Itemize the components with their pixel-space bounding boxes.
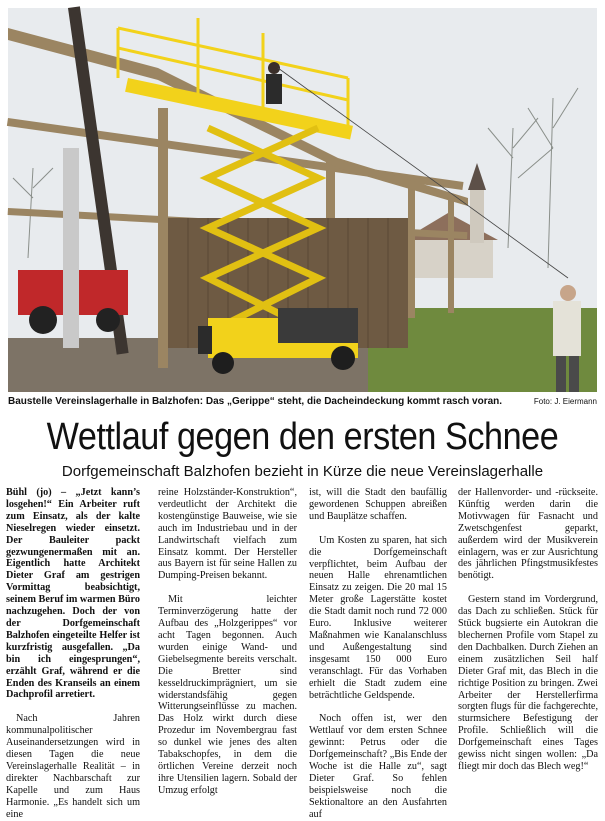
column-4 [458, 487, 598, 771]
headline: Wettlauf gegen den ersten Schnee [46, 416, 559, 458]
paragraph: ist, will die Stadt den baufällig gewordenen Schuppen abreißen und Bauplätze schaffen. [309, 487, 447, 522]
paragraph: Mit leichter Terminverzögerung hatte der Aufbau des „Holzgerippes“ vor acht Tagen begonnen. Auch wurden einige Wand- und Giebelsegmente bereits verschalt. Die Bretter sind kesseldruckimprägniert, um sie widerstandsfähig gegen Witterungseinflüsse zu machen. Das Holz wirkt durch diese Prozedur im Novembergrau fast so dunkel wie jenes des alten Tabakschopfes, in dem die örtlichen Vereine derzeit noch ihre Utensilien lagern. Sobald der Umzug erfolgt [158, 594, 297, 796]
paragraph: Nach Jahren kommunalpolitischer Auseinandersetzungen wird in diesen Tagen die neue Vereinslagerhalle Realität – in direkter Nachbarschaft zur Kapelle und zum Haus Harmonie. „Es handelt sich um eine [6, 713, 140, 820]
column-1 [6, 487, 140, 820]
paragraph: der Hallenvorder- und -rückseite. Künftig werden darin die Motivwagen für Fasnacht und Zwetschgenfest geparkt, außerdem wird der Musikverein einlagern, was er zur Ausrichtung des jährlichen Pfingstmusikfestes benötigt. [458, 487, 598, 582]
construction-photo [8, 8, 597, 392]
paragraph: Noch offen ist, wer den Wettlauf vor dem ersten Schnee gewinnt: Petrus oder die Dorfgemeinschaft? „Bis Ende der Woche ist die Halle zu“, sagt Dieter Graf. So fehlen beispielsweise noch die Sektionaltore an den Ausfahrten auf [309, 713, 447, 820]
paragraph: Um Kosten zu sparen, hat sich die Dorfgemeinschaft verpflichtet, beim Aufbau der neuen Halle ehrenamtlichen Einsatz zu zeigen. Die 20 mal 15 Meter große Lagerstätte kostet die Stadt damit noch rund 72 000 Euro. Inklusive weiterer Maßnahmen wie Kanalanschluss und Außengestaltung sind insgesamt 150 000 Euro veranschlagt. Für das Vorhaben erhielt die Stadt zudem eine beträchtliche Geldspende. [309, 534, 447, 701]
subheadline: Dorfgemeinschaft Balzhofen bezieht in Kürze die neue Vereinslagerhalle [61, 463, 544, 480]
caption-text: Baustelle Vereinslagerhalle in Balzhofen: Das „Gerippe“ steht, die Dacheindeckung kommt rasch voran. [8, 396, 503, 407]
column-2 [158, 487, 297, 796]
lead-paragraph: Bühl (jo) – „Jetzt kann’s losgehen!“ Ein Arbeiter ruft zum Einsatz, als der kalte Nieselregen wieder einsetzt. Der Bauleiter packt gezwungenermaßen mit an. Eigentlich hatte Architekt Dieter Graf am gestrigen Vormittag beabsichtigt, seinem Beruf im warmen Büro nachzugehen. Doch der von der Dorfgemeinschaft Balzhofen eingeteilte Helfer ist kurzfristig ausgefallen. „Da bin ich eingesprungen“, erzählt Graf, während er die Enden des Kranseils an einem Dachprofil arretiert. [6, 487, 140, 701]
paragraph: Gestern stand im Vordergrund, das Dach zu schließen. Stück für Stück bugsierte ein Autokran die blechernen Profile vom Stapel zu den Dachbalken. Durch Ziehen an einem zusätzlichen Seil half Dieter Graf mit, das Blech in die richtige Position zu bringen. Zwei Arbeiter der Herstellerfirma sorgten flugs für die fachgerechte, sturmsichere Befestigung der Profile. Schließlich will die Dorfgemeinschaft eines Tages gewiss nicht singen wollen: „Da fliegt mir doch das Blech weg!“ [458, 594, 598, 772]
article-body [6, 487, 598, 820]
photo-caption [8, 396, 597, 410]
photo-credit: Foto: J. Eiermann [533, 397, 597, 406]
column-3 [309, 487, 447, 820]
paragraph: reine Holzständer-Konstruktion“, verdeutlicht der Architekt die kostengünstige Bauweise, wie sie auch im Industriebau und in der Landwirtschaft vielfach zum Einsatz kommt. Der Hersteller aus Bayern ist für seine Hallen zu Dumping-Preisen bekannt. [158, 487, 297, 582]
